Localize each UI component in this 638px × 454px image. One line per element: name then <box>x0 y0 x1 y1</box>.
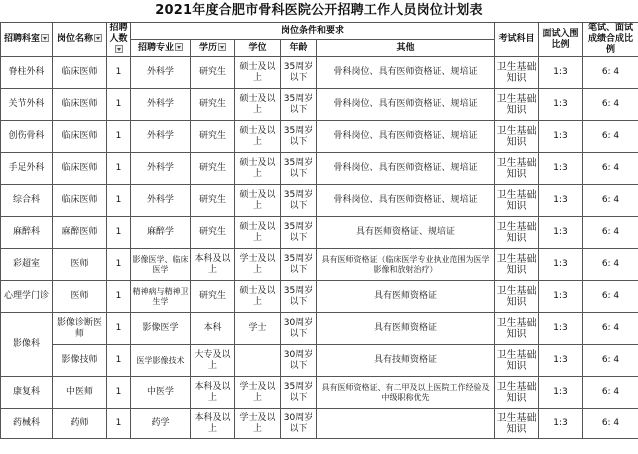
cell-exam: 卫生基础知识 <box>495 57 539 89</box>
cell-major: 中医学 <box>131 377 191 409</box>
cell-dept: 康复科 <box>1 377 53 409</box>
cell-ratio2: 6: 4 <box>583 89 638 121</box>
cell-other: 骨科岗位、具有医师资格证、规培证 <box>317 57 495 89</box>
cell-dept: 麻醉科 <box>1 217 53 249</box>
cell-edu: 研究生 <box>191 89 235 121</box>
table-row <box>1 89 638 121</box>
cell-dept: 彩超室 <box>1 249 53 281</box>
cell-dept: 手足外科 <box>1 153 53 185</box>
table-row <box>1 345 638 377</box>
cell-post: 中医师 <box>53 377 107 409</box>
cell-edu: 本科及以上 <box>191 409 235 439</box>
cell-ratio1: 1:3 <box>539 185 583 217</box>
cell-ratio1: 1:3 <box>539 377 583 409</box>
page-title: 2021年度合肥市骨科医院公开招聘工作人员岗位计划表 <box>155 3 483 18</box>
cell-ratio1: 1:3 <box>539 249 583 281</box>
header-major[interactable] <box>131 40 191 57</box>
cell-edu: 研究生 <box>191 57 235 89</box>
cell-degree: 学士 <box>235 313 281 345</box>
cell-edu: 研究生 <box>191 185 235 217</box>
cell-post: 临床医师 <box>53 89 107 121</box>
cell-exam: 卫生基础知识 <box>495 153 539 185</box>
cell-num: 1 <box>107 57 131 89</box>
cell-edu: 本科 <box>191 313 235 345</box>
cell-exam: 卫生基础知识 <box>495 377 539 409</box>
cell-ratio1: 1:3 <box>539 153 583 185</box>
cell-exam: 卫生基础知识 <box>495 249 539 281</box>
cell-dept: 综合科 <box>1 185 53 217</box>
cell-ratio1: 1:3 <box>539 89 583 121</box>
cell-edu: 本科及以上 <box>191 377 235 409</box>
cell-ratio2: 6: 4 <box>583 345 638 377</box>
cell-other: 具有医师资格证 <box>317 281 495 313</box>
cell-exam: 卫生基础知识 <box>495 345 539 377</box>
table-row <box>1 121 638 153</box>
cell-ratio2: 6: 4 <box>583 185 638 217</box>
cell-major: 外科学 <box>131 153 191 185</box>
header-exam: 考试科目 <box>495 23 539 57</box>
cell-degree: 硕士及以上 <box>235 153 281 185</box>
table-row <box>1 185 638 217</box>
cell-other: 骨科岗位、具有医师资格证、规培证 <box>317 185 495 217</box>
cell-major: 影像医学 <box>131 313 191 345</box>
cell-num: 1 <box>107 121 131 153</box>
cell-degree <box>235 345 281 377</box>
cell-edu: 研究生 <box>191 281 235 313</box>
cell-edu: 大专及以上 <box>191 345 235 377</box>
cell-edu: 研究生 <box>191 153 235 185</box>
cell-num: 1 <box>107 89 131 121</box>
filter-dropdown-icon[interactable] <box>94 34 102 42</box>
cell-age: 30周岁以下 <box>281 345 317 377</box>
cell-age: 35周岁以下 <box>281 249 317 281</box>
cell-ratio1: 1:3 <box>539 281 583 313</box>
cell-other <box>317 409 495 439</box>
cell-post: 临床医师 <box>53 121 107 153</box>
cell-age: 35周岁以下 <box>281 281 317 313</box>
cell-exam: 卫生基础知识 <box>495 89 539 121</box>
table-row <box>1 377 638 409</box>
cell-other: 具有医师资格证、规培证 <box>317 217 495 249</box>
cell-num: 1 <box>107 185 131 217</box>
cell-age: 35周岁以下 <box>281 89 317 121</box>
cell-degree: 硕士及以上 <box>235 57 281 89</box>
cell-other: 具有医师资格证 <box>317 313 495 345</box>
cell-degree: 硕士及以上 <box>235 281 281 313</box>
cell-exam: 卫生基础知识 <box>495 121 539 153</box>
cell-exam: 卫生基础知识 <box>495 409 539 439</box>
cell-degree: 硕士及以上 <box>235 185 281 217</box>
cell-degree: 硕士及以上 <box>235 121 281 153</box>
cell-dept: 脊柱外科 <box>1 57 53 89</box>
cell-post: 药师 <box>53 409 107 439</box>
cell-ratio2: 6: 4 <box>583 153 638 185</box>
cell-exam: 卫生基础知识 <box>495 217 539 249</box>
cell-ratio2: 6: 4 <box>583 281 638 313</box>
table-row <box>1 249 638 281</box>
cell-major: 外科学 <box>131 121 191 153</box>
cell-age: 35周岁以下 <box>281 377 317 409</box>
header-post[interactable] <box>53 23 107 57</box>
position-plan-table <box>0 22 638 439</box>
cell-exam: 卫生基础知识 <box>495 281 539 313</box>
cell-other: 具有技师资格证 <box>317 345 495 377</box>
cell-age: 30周岁以下 <box>281 313 317 345</box>
cell-dept: 心理学门诊 <box>1 281 53 313</box>
cell-post: 医师 <box>53 249 107 281</box>
header-ratio2: 笔试、面试成绩合成比例 <box>583 23 638 57</box>
filter-dropdown-icon[interactable] <box>175 43 183 51</box>
cell-age: 35周岁以下 <box>281 153 317 185</box>
cell-post: 临床医师 <box>53 185 107 217</box>
cell-other: 具有医师资格证（临床医学专业执业范围为医学影像和放射治疗） <box>317 249 495 281</box>
cell-degree: 学士及以上 <box>235 377 281 409</box>
cell-edu: 研究生 <box>191 217 235 249</box>
cell-age: 35周岁以下 <box>281 121 317 153</box>
cell-ratio2: 6: 4 <box>583 249 638 281</box>
cell-age: 35周岁以下 <box>281 217 317 249</box>
cell-post: 临床医师 <box>53 153 107 185</box>
cell-dept: 关节外科 <box>1 89 53 121</box>
cell-post: 医师 <box>53 281 107 313</box>
cell-ratio1: 1:3 <box>539 313 583 345</box>
header-edu-label: 学历 <box>198 42 217 53</box>
header-post-label: 岗位名称 <box>56 34 93 44</box>
cell-post: 麻醉医师 <box>53 217 107 249</box>
header-degree: 学位 <box>235 40 281 57</box>
filter-dropdown-icon[interactable] <box>115 45 123 53</box>
header-dept-label: 招聘科室 <box>3 34 40 44</box>
cell-ratio1: 1:3 <box>539 345 583 377</box>
cell-other: 具有医师资格证、有二甲及以上医院工作经验及中级职称优先 <box>317 377 495 409</box>
filter-dropdown-icon[interactable] <box>218 43 226 51</box>
cell-num: 1 <box>107 345 131 377</box>
table-row <box>1 57 638 89</box>
table-row <box>1 153 638 185</box>
table-row <box>1 217 638 249</box>
cell-major: 药学 <box>131 409 191 439</box>
header-num[interactable] <box>107 23 131 57</box>
cell-ratio2: 6: 4 <box>583 313 638 345</box>
cell-num: 1 <box>107 249 131 281</box>
cell-other: 骨科岗位、具有医师资格证、规培证 <box>317 121 495 153</box>
header-age: 年龄 <box>281 40 317 57</box>
cell-dept: 药械科 <box>1 409 53 439</box>
cell-post: 影像诊断医师 <box>53 313 107 345</box>
header-dept[interactable] <box>1 23 53 57</box>
cell-num: 1 <box>107 281 131 313</box>
table-row <box>1 313 638 345</box>
cell-other: 骨科岗位、具有医师资格证、规培证 <box>317 89 495 121</box>
cell-dept: 创伤骨科 <box>1 121 53 153</box>
cell-age: 35周岁以下 <box>281 185 317 217</box>
cell-major: 影像医学、临床医学 <box>131 249 191 281</box>
cell-num: 1 <box>107 153 131 185</box>
cell-exam: 卫生基础知识 <box>495 185 539 217</box>
cell-age: 35周岁以下 <box>281 57 317 89</box>
cell-ratio1: 1:3 <box>539 217 583 249</box>
filter-dropdown-icon[interactable] <box>41 34 49 42</box>
cell-ratio2: 6: 4 <box>583 377 638 409</box>
cell-exam: 卫生基础知识 <box>495 313 539 345</box>
cell-ratio2: 6: 4 <box>583 57 638 89</box>
cell-post: 临床医师 <box>53 57 107 89</box>
recruitment-table <box>0 22 638 454</box>
header-edu[interactable] <box>191 40 235 57</box>
cell-num: 1 <box>107 217 131 249</box>
header-major-label: 招聘专业 <box>137 42 174 53</box>
header-conditions: 岗位条件和要求 <box>131 23 495 40</box>
table-row <box>1 409 638 439</box>
cell-ratio2: 6: 4 <box>583 409 638 439</box>
cell-other: 骨科岗位、具有医师资格证、规培证 <box>317 153 495 185</box>
cell-ratio1: 1:3 <box>539 121 583 153</box>
cell-degree: 硕士及以上 <box>235 217 281 249</box>
cell-age: 30周岁以下 <box>281 409 317 439</box>
cell-major: 外科学 <box>131 57 191 89</box>
cell-major: 精神病与精神卫生学 <box>131 281 191 313</box>
cell-degree: 硕士及以上 <box>235 89 281 121</box>
cell-ratio2: 6: 4 <box>583 217 638 249</box>
table-row <box>1 281 638 313</box>
header-ratio1: 面试入围比例 <box>539 23 583 57</box>
cell-edu: 研究生 <box>191 121 235 153</box>
cell-major: 麻醉学 <box>131 217 191 249</box>
cell-ratio1: 1:3 <box>539 409 583 439</box>
cell-degree: 学士及以上 <box>235 409 281 439</box>
cell-ratio1: 1:3 <box>539 57 583 89</box>
cell-num: 1 <box>107 377 131 409</box>
cell-ratio2: 6: 4 <box>583 121 638 153</box>
cell-major: 外科学 <box>131 89 191 121</box>
cell-num: 1 <box>107 313 131 345</box>
cell-edu: 本科及以上 <box>191 249 235 281</box>
cell-post: 影像技师 <box>53 345 107 377</box>
header-num-label: 招聘人数 <box>109 23 128 44</box>
header-other: 其他 <box>317 40 495 57</box>
cell-degree: 学士及以上 <box>235 249 281 281</box>
cell-num: 1 <box>107 409 131 439</box>
cell-major: 医学影像技术 <box>131 345 191 377</box>
cell-dept: 影像科 <box>1 313 53 377</box>
cell-major: 外科学 <box>131 185 191 217</box>
